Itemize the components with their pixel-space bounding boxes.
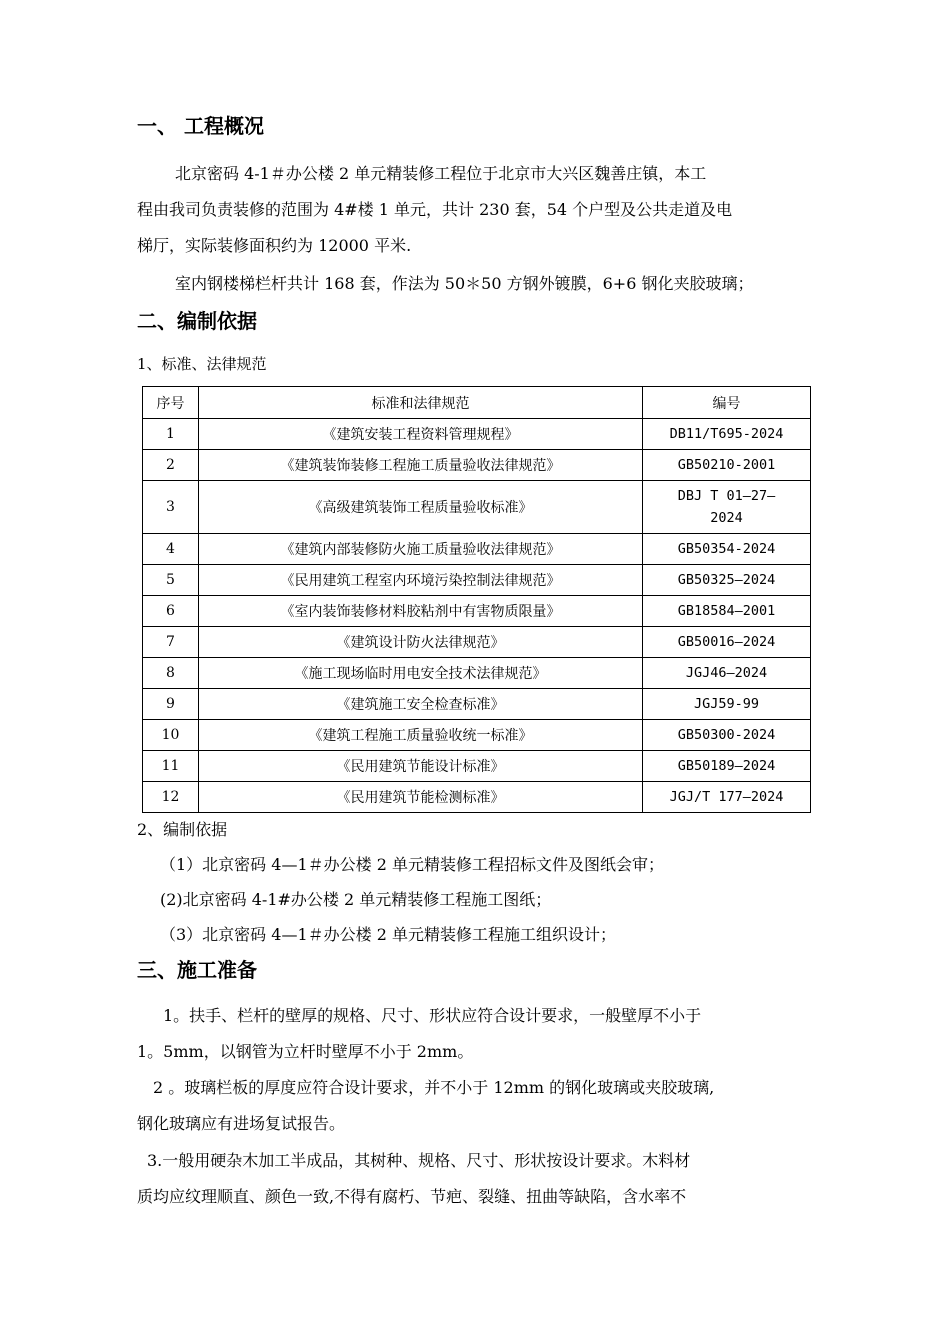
row-index: 12	[143, 782, 199, 813]
row-code: DBJ T 01—27—2024	[643, 481, 811, 534]
table-row	[143, 627, 811, 658]
header-standard: 标准和法律规范	[199, 387, 643, 419]
row-code: GB50189—2024	[643, 751, 811, 782]
row-standard: 《建筑装饰装修工程施工质量验收法律规范》	[199, 450, 643, 481]
row-index: 8	[143, 658, 199, 689]
row-standard: 《民用建筑节能检测标准》	[199, 782, 643, 813]
section-heading-basis: 二、编制依据	[137, 309, 257, 333]
row-index: 10	[143, 720, 199, 751]
prep-1-line-1: 1。扶手、栏杆的壁厚的规格、尺寸、形状应符合设计要求，一般壁厚不小于	[163, 1006, 702, 1025]
prep-1-line-2: 1。5mm，以钢管为立杆时壁厚不小于 2mm。	[137, 1042, 474, 1061]
row-code: JGJ46—2024	[643, 658, 811, 689]
row-index: 11	[143, 751, 199, 782]
section-heading-preparation: 三、施工准备	[137, 958, 257, 982]
row-index: 7	[143, 627, 199, 658]
railing-line: 室内钢楼梯栏杆共计 168 套，作法为 50＊50 方钢外镀膜，6+6 钢化夹胶玻璃；	[175, 274, 754, 293]
table-row	[143, 534, 811, 565]
table-row	[143, 481, 811, 534]
row-code: GB50300-2024	[643, 720, 811, 751]
row-code: JGJ/T 177—2024	[643, 782, 811, 813]
prep-2-line-2: 钢化玻璃应有进场复试报告。	[137, 1114, 346, 1133]
row-index: 4	[143, 534, 199, 565]
row-code: GB50016—2024	[643, 627, 811, 658]
row-standard: 《建筑工程施工质量验收统一标准》	[199, 720, 643, 751]
table-row	[143, 450, 811, 481]
prep-paragraph-3	[137, 1143, 817, 1215]
overview-line-1: 北京密码 4-1＃办公楼 2 单元精装修工程位于北京市大兴区魏善庄镇，本工	[175, 164, 707, 183]
row-standard: 《建筑内部装修防火施工质量验收法律规范》	[199, 534, 643, 565]
row-standard: 《建筑设计防火法律规范》	[199, 627, 643, 658]
row-index: 9	[143, 689, 199, 720]
table-row	[143, 689, 811, 720]
table-row	[143, 720, 811, 751]
overview-line-2: 程由我司负责装修的范围为 4#楼 1 单元，共计 230 套，54 个户型及公共走道及电	[137, 200, 733, 219]
standards-table	[142, 386, 811, 813]
table-row	[143, 419, 811, 450]
table-row	[143, 751, 811, 782]
section-heading-overview: 一、 工程概况	[137, 114, 264, 138]
basis-item-3: （3）北京密码 4—1＃办公楼 2 单元精装修工程施工组织设计；	[160, 925, 616, 944]
row-standard: 《民用建筑节能设计标准》	[199, 751, 643, 782]
table-row	[143, 596, 811, 627]
railing-paragraph	[137, 266, 817, 302]
row-standard: 《高级建筑装饰工程质量验收标准》	[199, 481, 643, 534]
header-index: 序号	[143, 387, 199, 419]
row-index: 1	[143, 419, 199, 450]
subheading-standards: 1、标准、法律规范	[137, 355, 267, 373]
row-code: JGJ59-99	[643, 689, 811, 720]
table-row	[143, 658, 811, 689]
row-standard: 《建筑施工安全检查标准》	[199, 689, 643, 720]
table-row	[143, 782, 811, 813]
prep-paragraph-1	[137, 998, 817, 1070]
row-standard: 《民用建筑工程室内环境污染控制法律规范》	[199, 565, 643, 596]
row-index: 6	[143, 596, 199, 627]
row-code: GB50325—2024	[643, 565, 811, 596]
row-standard: 《建筑安装工程资料管理规程》	[199, 419, 643, 450]
row-index: 3	[143, 481, 199, 534]
table-row	[143, 565, 811, 596]
row-code: DB11/T695-2024	[643, 419, 811, 450]
row-code: GB18584—2001	[643, 596, 811, 627]
header-code: 编号	[643, 387, 811, 419]
row-standard: 《施工现场临时用电安全技术法律规范》	[199, 658, 643, 689]
prep-2-line-1: 2 。玻璃栏板的厚度应符合设计要求，并不小于 12mm 的钢化玻璃或夹胶玻璃,	[153, 1078, 715, 1097]
prep-paragraph-2	[137, 1070, 817, 1142]
overview-line-3: 梯厅，实际装修面积约为 12000 平米.	[137, 236, 412, 255]
row-standard: 《室内装饰装修材料胶粘剂中有害物质限量》	[199, 596, 643, 627]
overview-paragraph	[137, 156, 817, 264]
row-index: 2	[143, 450, 199, 481]
row-index: 5	[143, 565, 199, 596]
table-header-row	[143, 387, 811, 419]
basis-item-1: （1）北京密码 4—1＃办公楼 2 单元精装修工程招标文件及图纸会审；	[160, 855, 664, 874]
subheading-compile-basis: 2、编制依据	[137, 820, 228, 839]
row-code: GB50210-2001	[643, 450, 811, 481]
basis-item-2: (2)北京密码 4-1#办公楼 2 单元精装修工程施工图纸；	[160, 890, 552, 909]
row-code: GB50354-2024	[643, 534, 811, 565]
prep-3-line-1: 3.一般用硬杂木加工半成品，其树种、规格、尺寸、形状按设计要求。木料材	[147, 1151, 691, 1170]
prep-3-line-2: 质均应纹理顺直、颜色一致,不得有腐朽、节疤、裂缝、扭曲等缺陷，含水率不	[137, 1187, 687, 1206]
